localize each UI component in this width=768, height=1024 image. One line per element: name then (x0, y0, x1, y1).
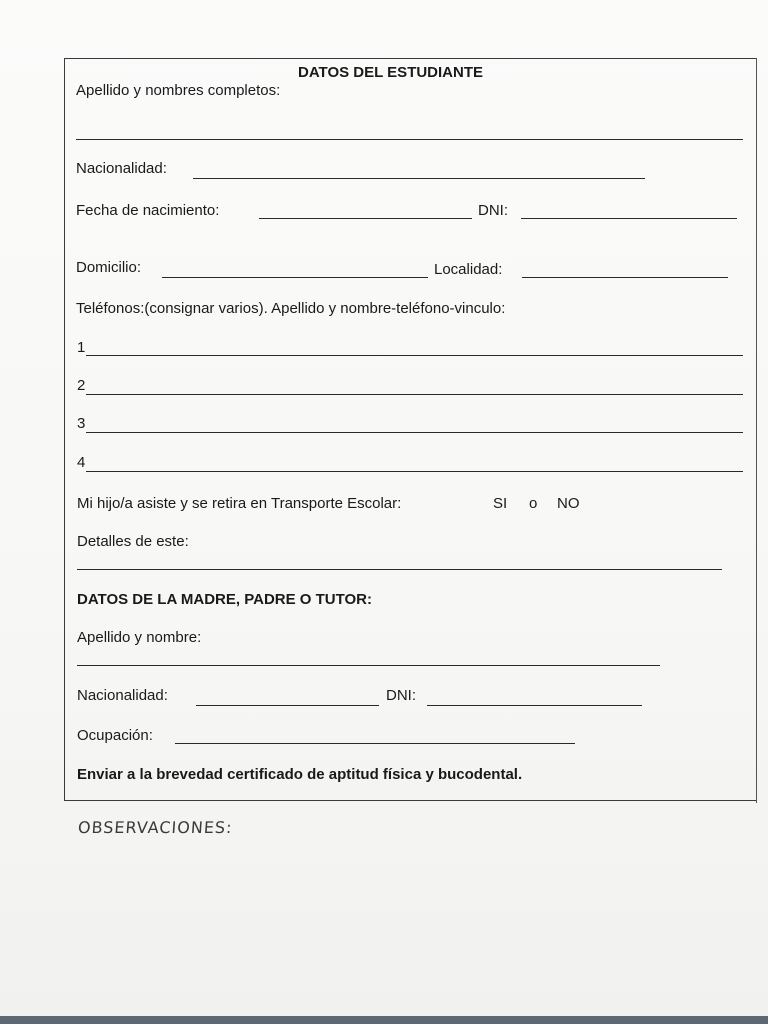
phone-number-2: 2 (77, 377, 86, 394)
guardian-name-label: Apellido y nombre: (77, 629, 202, 646)
student-dni-label: DNI: (478, 202, 508, 219)
phone-number-3: 3 (77, 415, 86, 432)
phone-line-4[interactable] (86, 471, 743, 472)
certificate-note: Enviar a la brevedad certificado de aptitud física y bucodental. (77, 766, 523, 783)
phone-number-1: 1 (77, 339, 86, 356)
phone-number-4: 4 (77, 454, 86, 471)
guardian-nationality-label: Nacionalidad: (77, 687, 168, 704)
address-line[interactable] (162, 277, 428, 278)
full-name-line[interactable] (76, 139, 743, 140)
guardian-dni-line[interactable] (427, 705, 642, 706)
nationality-label: Nacionalidad: (76, 160, 167, 177)
transport-no-option[interactable]: NO (557, 495, 580, 512)
locality-label: Localidad: (434, 261, 503, 278)
phone-line-2[interactable] (86, 394, 743, 395)
transport-or: o (529, 495, 538, 512)
transport-label: Mi hijo/a asiste y se retira en Transporte Escolar: (77, 495, 402, 512)
form-right-border (756, 58, 757, 803)
transport-details-line[interactable] (77, 569, 722, 570)
guardian-name-line[interactable] (77, 665, 660, 666)
phone-line-1[interactable] (86, 355, 743, 356)
transport-details-label: Detalles de este: (77, 533, 189, 550)
phone-line-3[interactable] (86, 432, 743, 433)
observations-handwriting: OBSERVACIONES: (77, 818, 234, 837)
occupation-line[interactable] (175, 743, 575, 744)
address-label: Domicilio: (76, 259, 142, 276)
student-dni-line[interactable] (521, 218, 737, 219)
guardian-section-title: DATOS DE LA MADRE, PADRE O TUTOR: (77, 591, 373, 608)
transport-si-option[interactable]: SI (493, 495, 508, 512)
student-section-title: DATOS DEL ESTUDIANTE (298, 64, 484, 81)
phones-label: Teléfonos:(consignar varios). Apellido y nombre-teléfono-vinculo: (76, 300, 506, 317)
full-name-label: Apellido y nombres completos: (76, 82, 281, 99)
guardian-dni-label: DNI: (386, 687, 416, 704)
bottom-edge (0, 1016, 768, 1024)
locality-line[interactable] (522, 277, 728, 278)
nationality-line[interactable] (193, 178, 645, 179)
guardian-nationality-line[interactable] (196, 705, 379, 706)
occupation-label: Ocupación: (77, 727, 153, 744)
birthdate-line[interactable] (259, 218, 472, 219)
birthdate-label: Fecha de nacimiento: (76, 202, 220, 219)
